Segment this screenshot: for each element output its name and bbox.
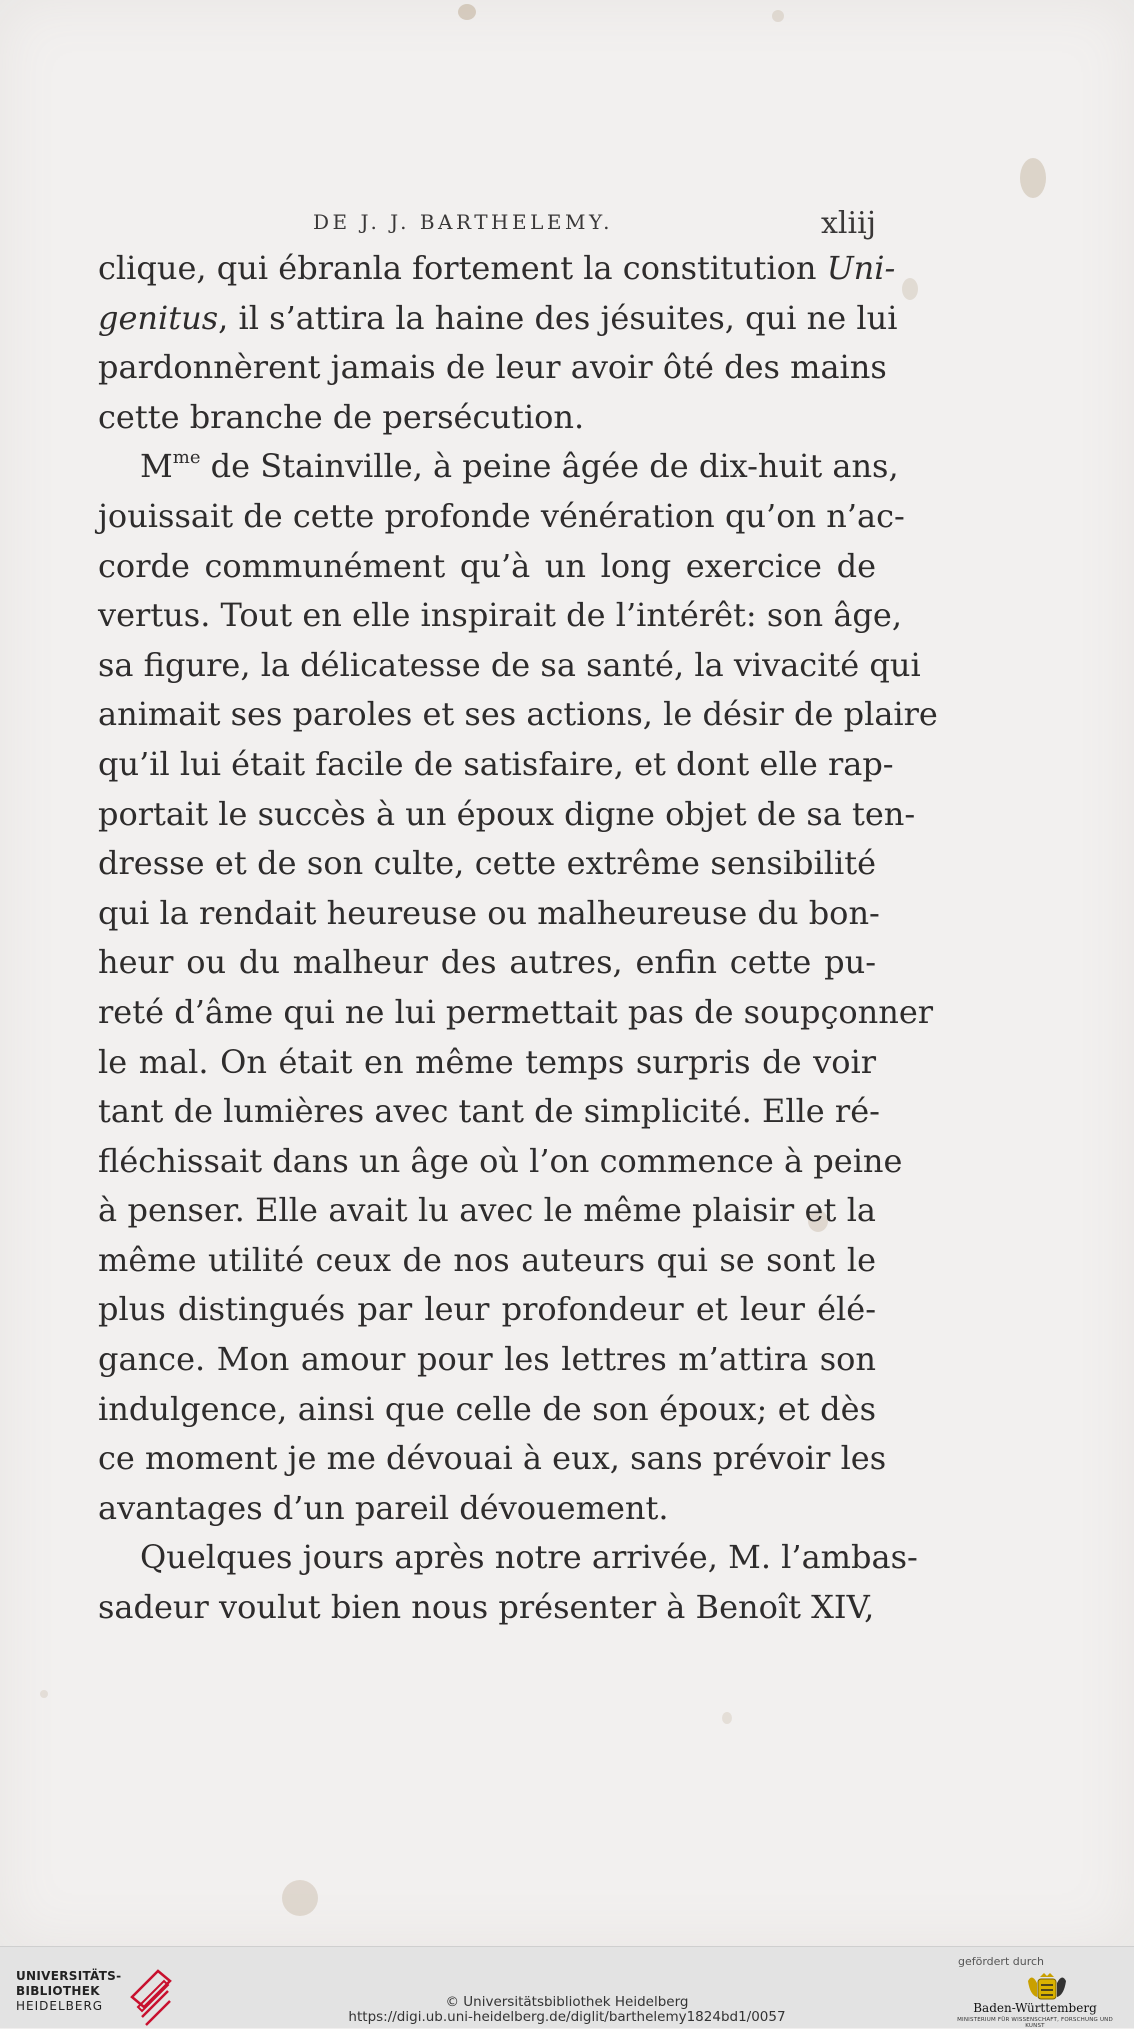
text-line: cette branche de persécution. [98, 397, 585, 436]
text-line: animait ses paroles et ses actions, le désir de plaire [98, 695, 938, 734]
text-line: clique, qui ébranla fortement la constitution Uni- [98, 249, 896, 287]
text-line: qu’il lui était facile de satisfaire, et dont elle rap- [98, 744, 894, 783]
text-line: corde communément qu’à un long exercice de [98, 546, 876, 585]
sponsor-label: gefördert durch [958, 1955, 1045, 1968]
sponsor-ministry: MINISTERIUM FÜR WISSENSCHAFT, FORSCHUNG UND KUNST [957, 2017, 1113, 2029]
foxing-spot [772, 10, 784, 22]
foxing-spot [1020, 158, 1046, 198]
text-line: $M^{me}$ de Stainville, à peine âgée de dix-huit ans, [140, 447, 899, 486]
text-line: le mal. On était en même temps surpris de voir [98, 1042, 876, 1081]
text-line: jouissait de cette profonde vénération qu’on n’ac- [98, 496, 905, 535]
text-line: gance. Mon amour pour les lettres m’attira son [98, 1340, 876, 1379]
text-line: genitus, il s’attira la haine des jésuites, qui ne lui [98, 298, 898, 337]
body-text [98, 244, 938, 1633]
text-line: dresse et de son culte, cette extrême sensibilité [98, 844, 876, 883]
text-line: qui la rendait heureuse ou malheureuse du bon- [98, 893, 880, 932]
crest-icon [1024, 1971, 1070, 2005]
foxing-spot [40, 1690, 48, 1698]
text-line: même utilité ceux de nos auteurs qui se sont le [98, 1240, 876, 1279]
sponsor-logo[interactable] [950, 1953, 1120, 2029]
running-header [98, 206, 876, 240]
text-line: sadeur voulut bien nous présenter à Benoît XIV, [98, 1588, 875, 1627]
foxing-spot [282, 1880, 318, 1916]
text-line: pardonnèrent jamais de leur avoir ôté des mains [98, 348, 887, 387]
text-line: heur ou du malheur des autres, enfin cette pu- [98, 943, 876, 982]
sponsor-name: Baden-Württemberg [973, 2001, 1097, 2015]
running-title: DE J. J. BARTHELEMY. [313, 210, 613, 234]
text-line: Quelques jours après notre arrivée, M. l’ambas- [140, 1538, 918, 1577]
text-line: vertus. Tout en elle inspirait de l’intérêt: son âge, [98, 596, 902, 635]
viewer-footer [0, 1946, 1134, 2028]
text-line: sa figure, la délicatesse de sa santé, la vivacité qui [98, 645, 921, 684]
foxing-spot [902, 278, 918, 300]
text-line: tant de lumières avec tant de simplicité. Elle ré- [98, 1092, 880, 1131]
foxing-spot [458, 4, 476, 20]
text-line: reté d’âme qui ne lui permettait pas de soupçonner [98, 992, 934, 1031]
foxing-spot [722, 1712, 732, 1724]
text-line: à penser. Elle avait lu avec le même plaisir et la [98, 1191, 876, 1230]
library-name-line: HEIDELBERG [16, 1999, 104, 2013]
text-line: fléchissait dans un âge où l’on commence à peine [98, 1141, 903, 1180]
permalink-url[interactable]: https://digi.ub.uni-heidelberg.de/diglit/barthelemy1824bd1/0057 [348, 2009, 786, 2025]
text-line: plus distingués par leur profondeur et leur élé- [98, 1290, 876, 1329]
library-name-line: BIBLIOTHEK [16, 1984, 100, 1998]
library-name-line: UNIVERSITÄTS- [16, 1969, 122, 1983]
text-line: avantages d’un pareil dévouement. [98, 1488, 669, 1527]
copyright-text: © Universitätsbibliothek Heidelberg [445, 1994, 689, 2010]
text-line: ce moment je me dévouai à eux, sans prévoir les [98, 1439, 887, 1478]
page-number: xliij [820, 206, 876, 241]
text-line: portait le succès à un époux digne objet de sa ten- [98, 794, 916, 833]
text-line: indulgence, ainsi que celle de son époux; et dès [98, 1389, 876, 1428]
